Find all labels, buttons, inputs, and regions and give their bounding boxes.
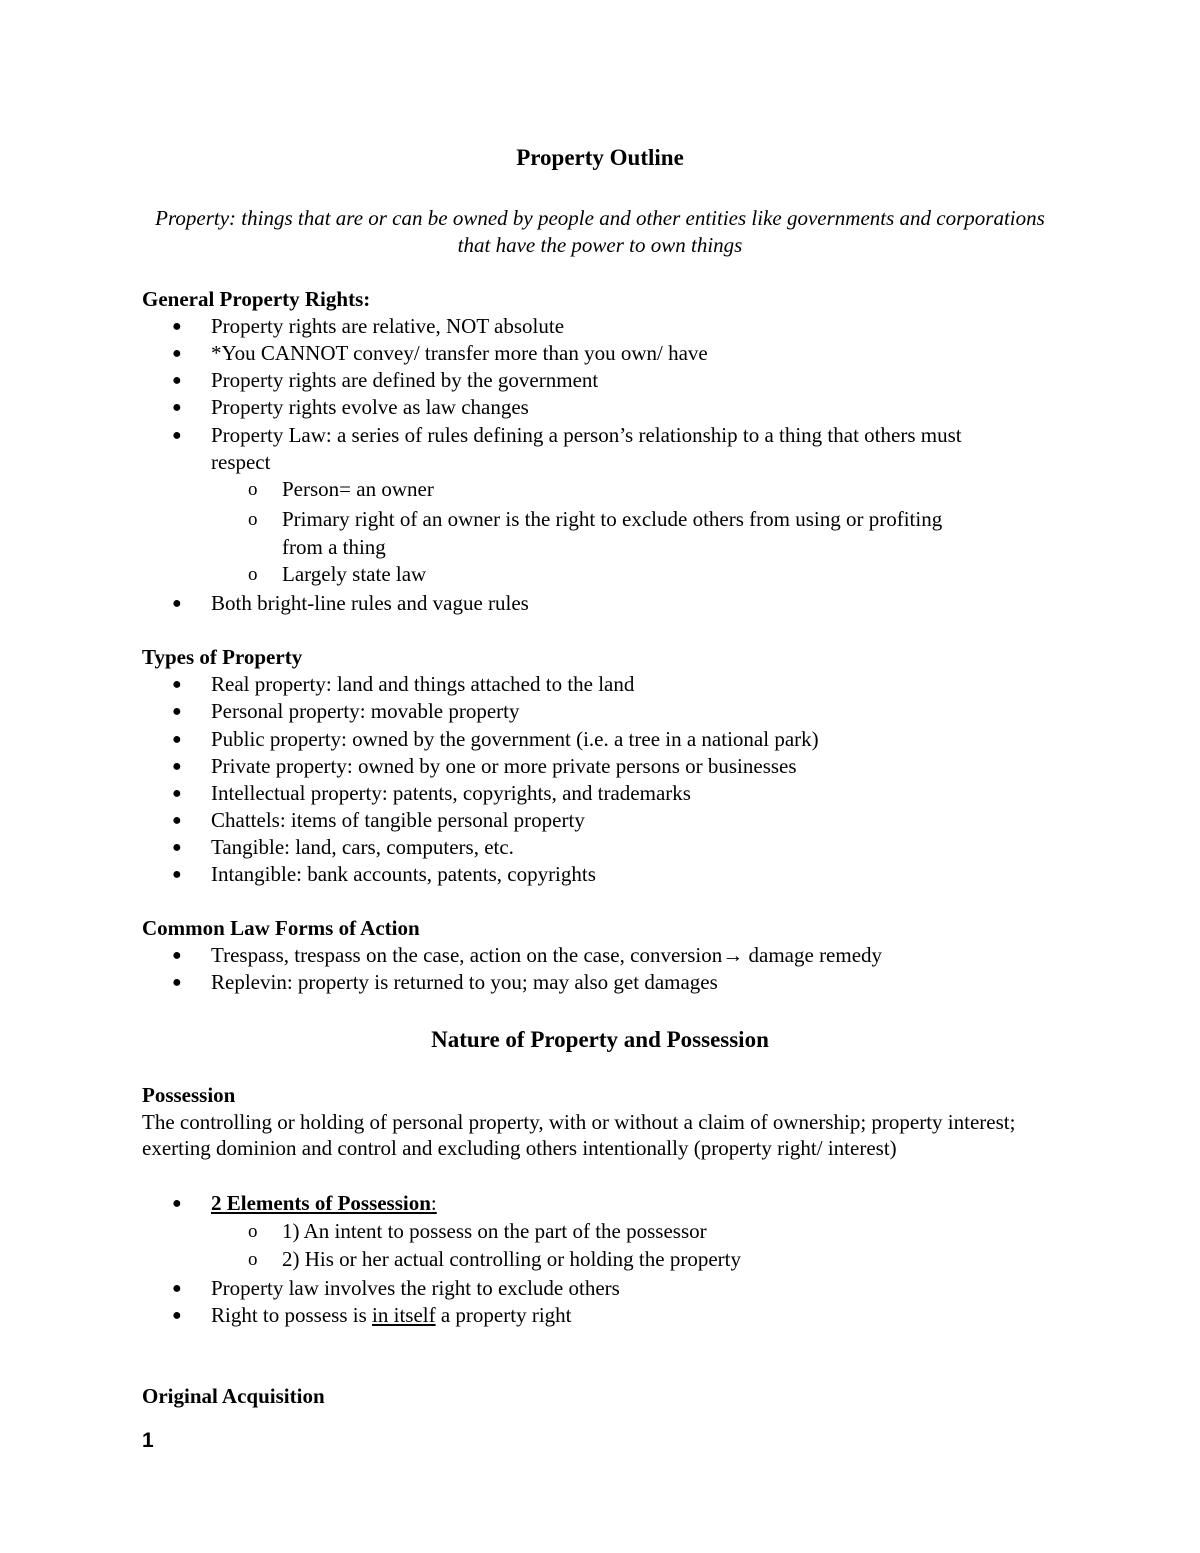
circle-bullet-icon: o — [248, 1249, 258, 1270]
bullet-icon: ● — [172, 1195, 182, 1212]
arrow-right-icon: → — [722, 943, 744, 967]
bullet-icon: ● — [172, 399, 182, 416]
bullet-icon: ● — [172, 731, 182, 748]
bullet-icon: ● — [172, 839, 182, 856]
bullet-icon: ● — [172, 595, 182, 612]
page-number: 1 — [142, 1429, 154, 1452]
bullet-icon: ● — [172, 345, 182, 362]
property-definition: Property: things that are or can be owned by people and other entities like governments and corporations that have the power to own things — [155, 206, 1045, 257]
circle-bullet-icon: o — [248, 509, 258, 530]
bullet-icon: ● — [172, 703, 182, 720]
bullet-icon: ● — [172, 1280, 182, 1297]
bullet-icon: ● — [172, 974, 182, 991]
bullet-icon: ● — [172, 1307, 182, 1324]
types-heading: Types of Property — [142, 645, 303, 669]
bullet-icon: ● — [172, 785, 182, 802]
bullet-icon: ● — [172, 947, 182, 964]
bullet-icon: ● — [172, 866, 182, 883]
bullet-icon: ● — [172, 676, 182, 693]
bullet-icon: ● — [172, 758, 182, 775]
section-title: Nature of Property and Possession — [431, 1027, 769, 1052]
document-title: Property Outline — [516, 145, 684, 170]
circle-bullet-icon: o — [248, 564, 258, 585]
bullet-icon: ● — [172, 318, 182, 335]
bullet-icon: ● — [172, 427, 182, 444]
bullet-icon: ● — [172, 372, 182, 389]
circle-bullet-icon: o — [248, 1221, 258, 1242]
original-acquisition-heading: Original Acquisition — [142, 1384, 325, 1408]
bullet-icon: ● — [172, 812, 182, 829]
forms-of-action-heading: Common Law Forms of Action — [142, 916, 420, 940]
possession-heading: Possession — [142, 1083, 236, 1107]
document-page: Property Outline Property: things that are or can be owned by people and other entities like governments and corporations that have the power to own things General Property Rights: ● Property rights are relative, NOT absolute ● *You CANNOT convey/ transfer more than you own/ have ● Property rights are defined by the government ● Property rights evolve as law changes ● Property Law: a series of rules defining a person’s relationship to a thing that others must respect o Person= an owner o Primary right of an owner is the right to exclude others from using or profiting from a thing o Largely state law ● Both bright-line rules and vague rules Types of Property ● Real property: land and things attached to the land ● Personal property: movable property ● Public property: owned by the government (i.e. a tree in a national park) ● Private property: owned by one or more private persons or businesses ● Intellectual property: patents, copyrights, and trademarks ● Chattels: items of tangible personal property ● Tangible: land, cars, computers, etc. ● Intangible: bank accounts, patents, copyrights Common Law Forms of Action ● Trespass, trespass on the case, action on the case, conversion→ damage remedy ● Replevin: property is returned to you; may also get damages Nature of Property and Possession Possession The controlling or holding of personal property, with or without a claim of ownership; property interest; exerting dominion and control and excluding others intentionally (property right/ interest) ● 2 Elements of Possession: o 1) An intent to possess on the part of the possessor o 2) His or her actual controlling or holding the property ● Property law involves the right to exclude others ● Right to possess is in itself a property right Original Acquisition 1 — [0, 0, 1200, 1553]
circle-bullet-icon: o — [248, 479, 258, 500]
general-rights-heading: General Property Rights: — [142, 287, 371, 311]
possession-paragraph: The controlling or holding of personal property, with or without a claim of ownership; property interest; exerting dominion and control and excluding others intentionally (property right/ interest) — [142, 1110, 1016, 1160]
